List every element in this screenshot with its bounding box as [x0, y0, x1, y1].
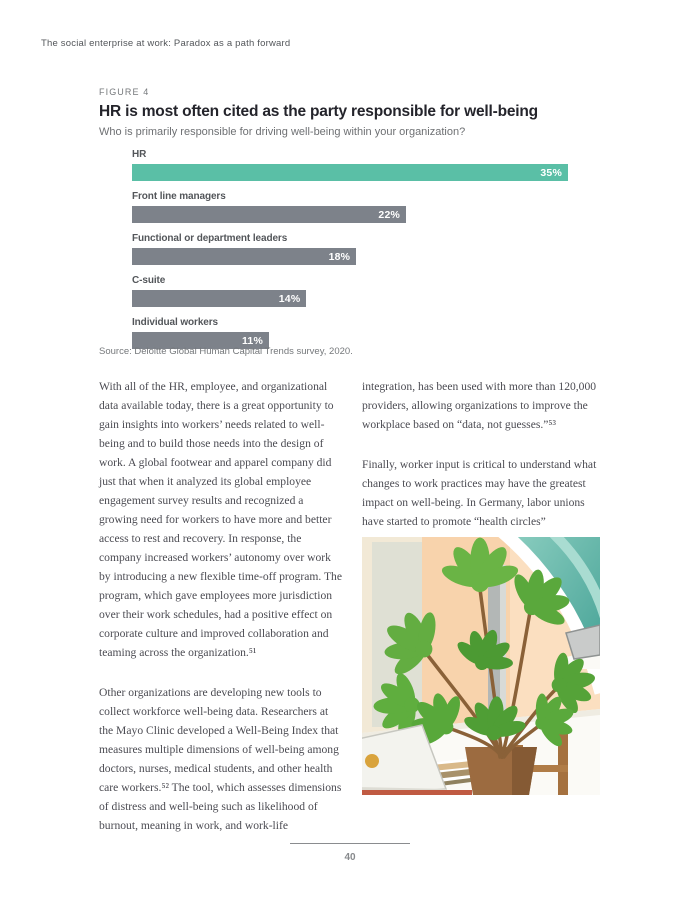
figure-header [99, 87, 605, 138]
paragraph: With all of the HR, employee, and organizational data available today, there is a great opportunity to gain insights into workers’ needs related to well-being and to build those needs into the design of work. A global footwear and apparel company did just that when it analyzed its global employee engagement survey results and recognized a growing need for workers to have more and better access to rest and recovery. In response, the company increased workers’ autonomy over work by introducing a new flexible time-off program. The program, which gave employees more jurisdiction over their work schedules, had a positive effect on corporate culture and improved collaboration and teaming across the organization.⁵¹ [99, 380, 342, 659]
chart-source: Source: Deloitte Global Human Capital Trends survey, 2020. [99, 346, 353, 357]
bar-value-label: 14% [278, 292, 301, 305]
article-left-column [99, 377, 342, 856]
bar-fill [132, 290, 306, 307]
bar-category-label: C-suite [132, 275, 166, 286]
bar-row [132, 275, 568, 307]
figure-subtitle: Who is primarily responsible for driving well-being within your organization? [99, 126, 466, 138]
plant-illustration [362, 537, 600, 795]
bar-row [132, 191, 568, 223]
figure-title: HR is most often cited as the party responsible for well-being [99, 103, 538, 120]
paragraph: integration, has been used with more than 120,000 providers, allowing organizations to improve the workplace based on “data, not guesses.”⁵³ [362, 380, 597, 431]
bar-category-label: Individual workers [132, 317, 219, 328]
bar-track [132, 248, 568, 265]
bar-category-label: Functional or department leaders [132, 233, 288, 244]
bar-value-label: 22% [378, 208, 401, 221]
paragraph: Other organizations are developing new tools to collect workforce well-being data. Researchers at the Mayo Clinic developed a Well-Being Index that measures multiple dimensions of well-being among doctors, nurses, medical students, and other health care workers.⁵² The tool, which assesses dimensions of distress and well-being such as likelihood of burnout, meaning in work, and work-life [99, 686, 342, 832]
bar-track [132, 164, 568, 181]
bar-value-label: 35% [540, 166, 562, 179]
bar-row [132, 317, 568, 349]
bar-chart [132, 149, 568, 359]
paragraph: Finally, worker input is critical to understand what changes to work practices may have the greatest impact on well-being. In Germany, labor unions have started to promote “health circles” [362, 458, 597, 528]
bar-value-label: 18% [328, 250, 351, 263]
page-number: 40 [344, 852, 356, 863]
bar-row [132, 149, 568, 181]
bar-track [132, 290, 568, 307]
plant-illustration-svg [362, 537, 600, 795]
bar-category-label: Front line managers [132, 191, 226, 202]
bar-row [132, 233, 568, 265]
bar-fill [132, 248, 356, 265]
figure-label: FIGURE 4 [99, 87, 150, 97]
bar-fill [132, 164, 568, 181]
bar-fill [132, 206, 406, 223]
bar-value-label: 11% [241, 334, 264, 347]
bar-category-label: HR [132, 149, 147, 160]
footer-divider [290, 843, 410, 844]
running-header: The social enterprise at work: Paradox as a path forward [41, 38, 291, 49]
bar-track [132, 206, 568, 223]
